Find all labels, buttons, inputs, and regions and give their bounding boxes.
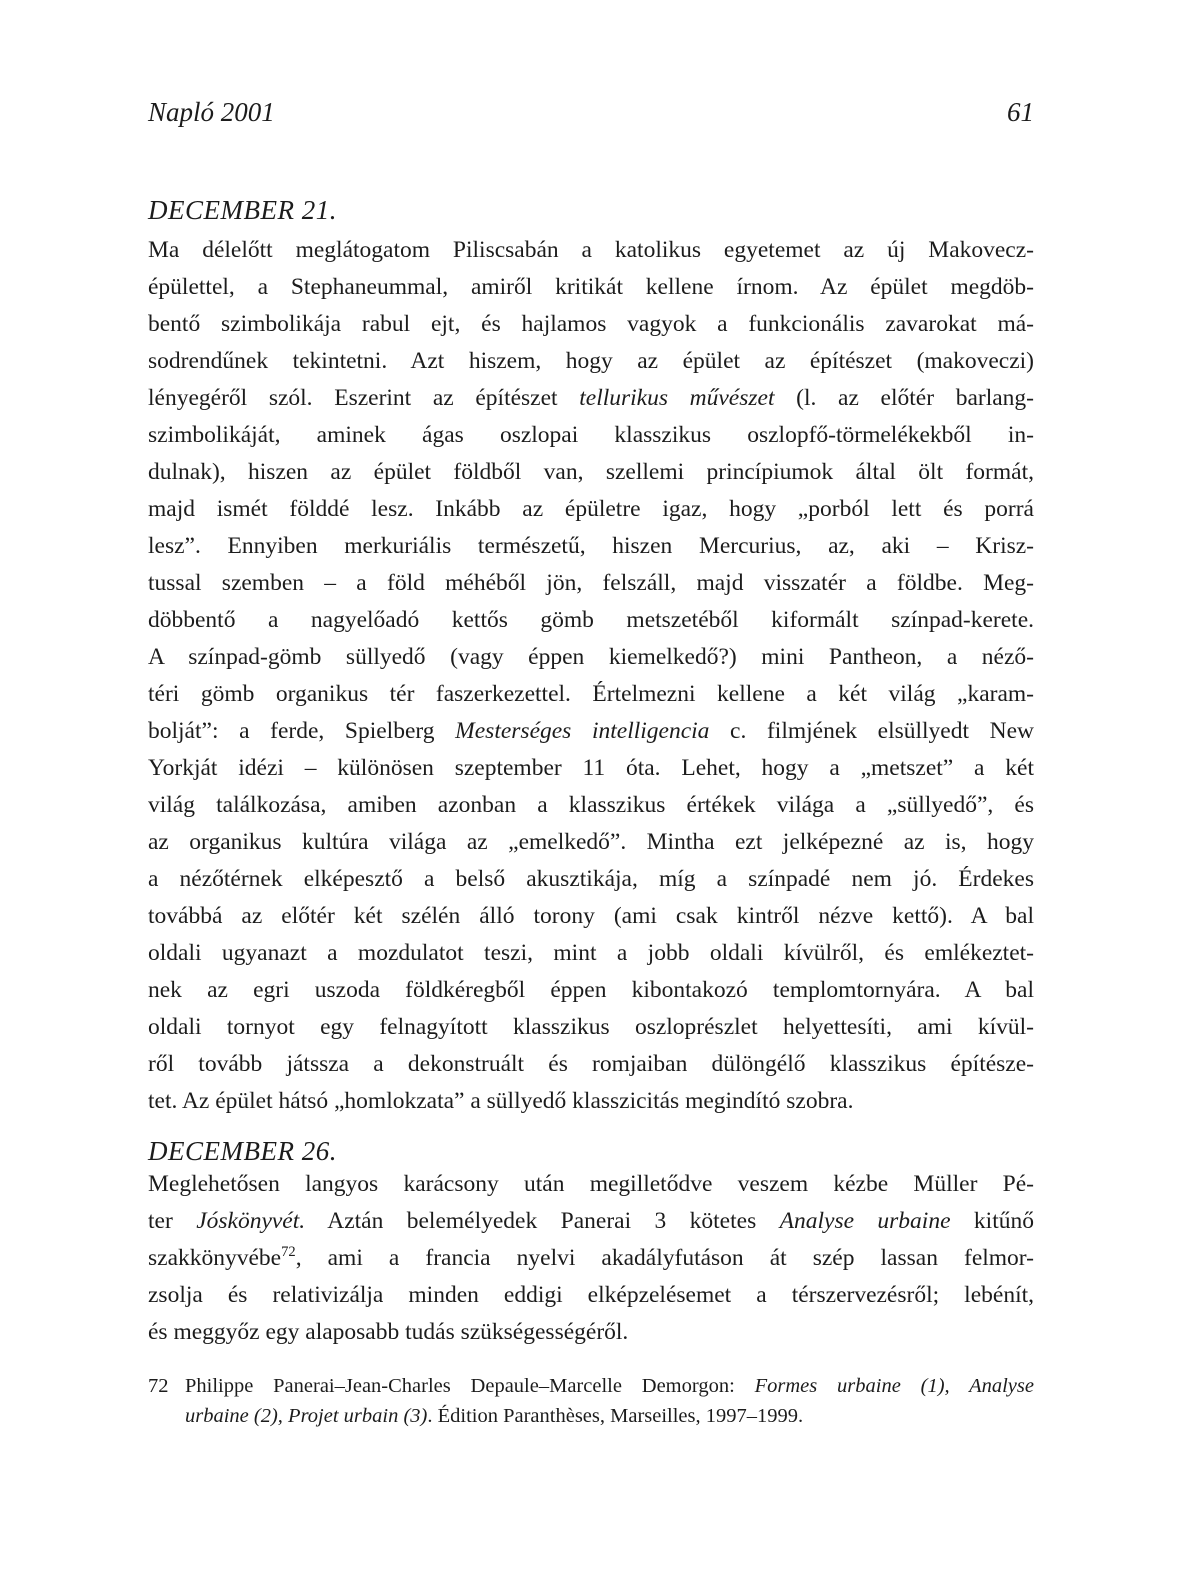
text-run: kitűnő [950,1208,1034,1234]
text-run: a nézőtérnek elképesztő a belső akusztikája, míg a színpadé nem jó. Érdekes [148,866,1034,892]
text-line [148,1046,1034,1083]
text-line [148,565,1034,602]
text-line [148,824,1034,861]
text-line [148,1277,1034,1314]
text-run: sodrendűnek tekintetni. Azt hiszem, hogy az épület az építészet (makoveczi) [148,348,1034,374]
italic-text-run: Jóskönyvét. [196,1208,306,1234]
text-run: világ találkozása, amiben azonban a klasszikus értékek világa a „süllyedő”, és [148,792,1034,818]
text-run: bentő szimbolikája rabul ejt, és hajlamos vagyok a funkcionális zavarokat má- [148,311,1034,337]
text-line [185,1371,1034,1401]
text-run: nek az egri uszoda földkéregből éppen kibontakozó templomtornyára. A bal [148,977,1034,1003]
text-run: lényegéről szól. Eszerint az építészet [148,385,580,411]
text-line [148,602,1034,639]
text-run: . Édition Paranthèses, Marseilles, 1997–1999. [427,1405,804,1427]
text-run: zsolja és relativizálja minden eddigi elképzelésemet a térszervezésről; lebénít, [148,1282,1034,1308]
text-line [148,861,1034,898]
text-line [148,1203,1034,1240]
text-run: szakkönyvébe [148,1245,282,1271]
text-run: lesz”. Ennyiben merkuriális természetű, hiszen Mercurius, az, aki – Krisz- [148,533,1034,559]
text-line [148,676,1034,713]
text-line [148,972,1034,1009]
text-line [148,528,1034,565]
text-line [148,454,1034,491]
text-run: döbbentő a nagyelőadó kettős gömb metszetéből kiformált színpad-kerete. [148,607,1034,633]
text-run: ről tovább játssza a dekonstruált és romjaiban dülöngélő klasszikus építésze- [148,1051,1034,1077]
text-line [148,787,1034,824]
text-run: ter [148,1208,197,1234]
text-run: (l. az előtér barlang- [774,385,1034,411]
running-header [148,94,1034,130]
text-run: tussal szemben – a föld méhéből jön, felszáll, majd visszatér a földbe. Meg- [148,570,1034,596]
text-run: c. filmjének elsüllyedt New [709,718,1035,744]
text-line [148,935,1034,972]
text-run: épülettel, a Stephaneummal, amiről kritikát kellene írnom. Az épület megdöb- [148,274,1034,300]
text-line [148,417,1034,454]
footnote [148,1371,1034,1431]
text-line [148,380,1034,417]
entry-date-heading: DECEMBER 26. [148,1136,337,1166]
book-title: Napló 2001 [148,97,275,127]
footnote-text [185,1371,1034,1431]
text-run: Yorkját idézi – különösen szeptember 11 óta. Lehet, hogy a „metszet” a két [148,755,1034,781]
text-run: A színpad-gömb süllyedő (vagy éppen kiemelkedő?) mini Pantheon, a néző- [148,644,1034,670]
text-run: oldali tornyot egy felnagyított klasszikus oszloprészlet helyettesíti, ami kívül- [148,1014,1034,1040]
italic-text-run: urbaine (2), Projet urbain (3) [185,1405,428,1427]
text-line [148,713,1034,750]
text-line [148,639,1034,676]
text-line [148,1314,1034,1351]
italic-text-run: Mesterséges intelligencia [455,718,710,744]
text-run: Meglehetősen langyos karácsony után megilletődve veszem kézbe Müller Pé- [148,1171,1034,1197]
text-line [148,750,1034,787]
text-run: az organikus kultúra világa az „emelkedő”. Mintha ezt jelképezné az is, hogy [148,829,1034,855]
text-line [185,1401,1034,1431]
text-run: és meggyőz egy alaposabb tudás szükségességéről. [148,1319,629,1345]
text-line [148,269,1034,306]
text-run: Ma délelőtt meglátogatom Piliscsabán a katolikus egyetemet az új Makovecz- [148,237,1034,263]
text-run: téri gömb organikus tér faszerkezettel. Értelmezni kellene a két világ „karam- [148,681,1034,707]
entry-paragraph [148,232,1034,1120]
text-line [148,343,1034,380]
footnote-reference: 72 [281,1244,296,1261]
italic-text-run: Analyse urbaine [779,1208,951,1234]
text-run: szimbolikáját, aminek ágas oszlopai klasszikus oszlopfő-törmelékekből in- [148,422,1034,448]
italic-text-run: Formes urbaine (1), Analyse [754,1375,1034,1397]
text-column [148,0,1034,1571]
text-run: dulnak), hiszen az épület földből van, szellemi princípiumok által ölt formát, [148,459,1034,485]
text-run: , ami a francia nyelvi akadályfutáson át szép lassan felmor- [295,1245,1034,1271]
footnote-number: 72 [148,1375,169,1397]
text-line [148,491,1034,528]
text-run: majd ismét földdé lesz. Inkább az épületre igaz, hogy „porból lett és porrá [148,496,1034,522]
text-line [148,232,1034,269]
text-line [148,1009,1034,1046]
text-run: továbbá az előtér két szélén álló torony (ami csak kintről nézve kettő). A bal [148,903,1034,929]
text-line [148,306,1034,343]
text-line [148,1166,1034,1203]
text-line [148,1240,1034,1277]
page-number: 61 [1007,97,1034,127]
text-run: bolját”: a ferde, Spielberg [148,718,456,744]
italic-text-run: tellurikus művészet [579,385,775,411]
entry-date-heading: DECEMBER 21. [148,195,337,225]
text-line [148,898,1034,935]
text-line [148,1083,1034,1120]
text-run: tet. Az épület hátsó „homlokzata” a süllyedő klasszicitás megindító szobra. [148,1088,854,1114]
text-run: oldali ugyanazt a mozdulatot teszi, mint a jobb oldali kívülről, és emlékeztet- [148,940,1034,966]
entry-paragraph [148,1166,1034,1351]
text-run: Aztán belemélyedek Panerai 3 kötetes [305,1208,780,1234]
text-run: Philippe Panerai–Jean-Charles Depaule–Marcelle Demorgon: [185,1375,755,1397]
